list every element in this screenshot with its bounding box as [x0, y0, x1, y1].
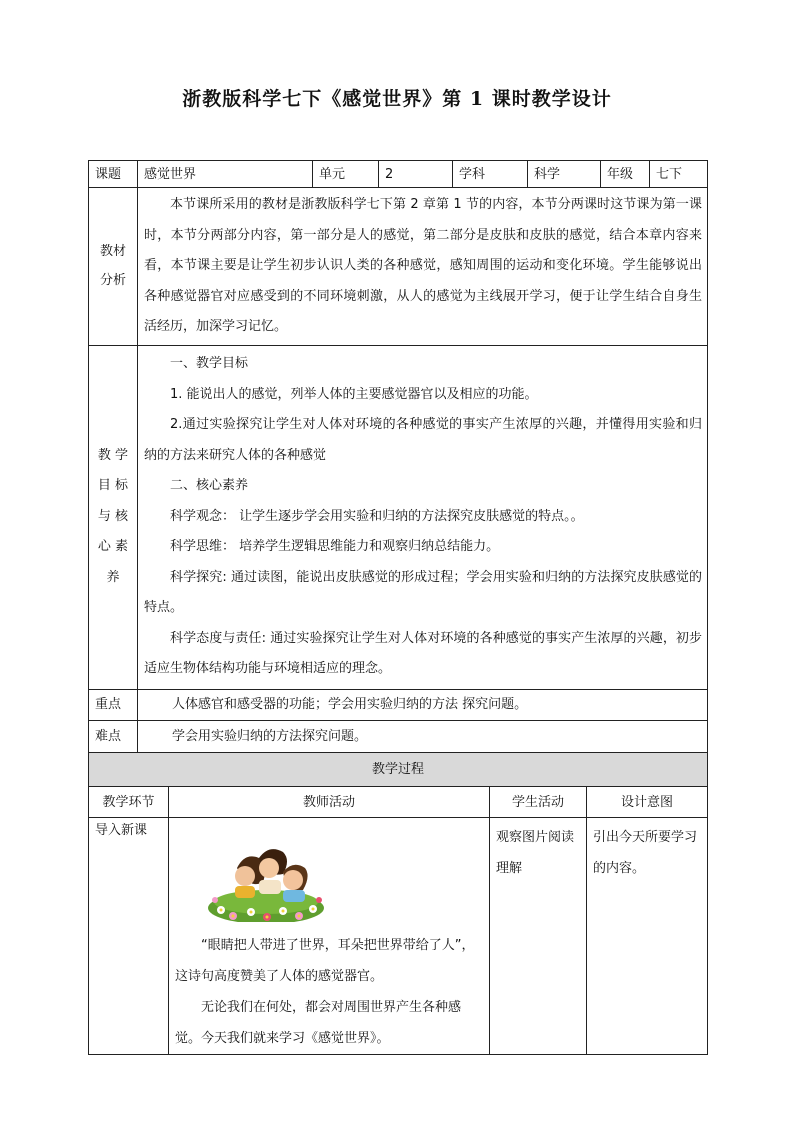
grade-label: 年级: [601, 161, 650, 188]
header-student: 学生活动: [490, 787, 587, 818]
key-point-row: [89, 689, 708, 720]
analysis-text: 本节课所采用的教材是浙教版科学七下第 2 章第 1 节的内容，本节分两课时这节课为第一课时，本节分两部分内容，第一部分是人的感觉，第二部分是皮肤和皮肤的感觉，结合本章内容来看，本节课主要是让学生初步认识人类的各种感觉，感知周围的运动和变化环境。学生能够说出各种感觉器官对应感受到的不同环境刺激，从人的感觉为主线展开学习，便于让学生结合自身生活经历，加深学习记忆。: [144, 197, 702, 334]
goals-heading-2: 二、核心素养: [170, 478, 249, 494]
subject-value: 科学: [528, 161, 601, 188]
goals-label-line: 与 核: [97, 508, 129, 524]
teacher-paragraph-2: 无论我们在何处，都会对周围世界产生各种感觉。今天我们就来学习《感觉世界》。: [175, 1000, 462, 1046]
intro-row: [89, 818, 708, 1055]
goal-item-2: 2.通过实验探究让学生对人体对环境的各种感觉的事实产生浓厚的兴趣，并懂得用实验和归纳的方法来研究人体的各种感觉: [144, 417, 702, 463]
key-point-text: 人体感官和感受器的功能；学会用实验归纳的方法 探究问题。: [138, 689, 708, 720]
design-intent-cell: 引出今天所要学习的内容。: [587, 818, 708, 1055]
student-activity-cell: 观察图片阅读理解: [490, 818, 587, 1055]
analysis-row: [89, 188, 708, 346]
goals-label-line: 心 素: [97, 539, 129, 555]
unit-value: 2: [379, 161, 453, 188]
literacy-attitude: 科学态度与责任: 通过实验探究让学生对人体对环境的各种感觉的事实产生浓厚的兴趣，初步适应生物体结构功能与环境相适应的理念。: [144, 630, 702, 677]
process-title-row: [89, 753, 708, 787]
topic-label: 课题: [89, 161, 138, 188]
key-point-label: 重点: [89, 689, 138, 720]
goals-label: [89, 345, 138, 689]
stage-cell: 导入新课: [89, 818, 169, 1055]
goals-label-line: 养: [106, 569, 120, 585]
goals-content: [138, 345, 708, 689]
literacy-inquiry: 科学探究: 通过读图，能说出皮肤感觉的形成过程；学会用实验和归纳的方法探究皮肤感觉的特点。: [144, 569, 702, 616]
analysis-label-line: 分析: [99, 273, 126, 289]
difficult-point-text: 学会用实验归纳的方法探究问题。: [138, 720, 708, 752]
teacher-activity-cell: [169, 818, 490, 1055]
process-table: [88, 752, 708, 1055]
unit-label: 单元: [313, 161, 379, 188]
goals-label-line: 目 标: [97, 478, 129, 494]
subject-label: 学科: [453, 161, 528, 188]
grade-value: 七下: [650, 161, 708, 188]
literacy-thinking: 科学思维： 培养学生逻辑思维能力和观察归纳总结能力。: [170, 539, 500, 555]
children-on-grass-illustration: [207, 838, 325, 922]
analysis-label: [89, 188, 138, 346]
process-header-row: [89, 787, 708, 818]
difficult-point-row: [89, 720, 708, 752]
analysis-label-line: 教材: [99, 244, 126, 260]
teacher-paragraph-1: “眼睛把人带进了世界，耳朵把世界带给了人”，这诗句高度赞美了人体的感觉器官。: [175, 938, 475, 984]
info-row: [89, 161, 708, 188]
lesson-info-table: [88, 160, 708, 753]
header-intent: 设计意图: [587, 787, 708, 818]
header-stage: 教学环节: [89, 787, 169, 818]
goals-heading-1: 一、教学目标: [170, 356, 249, 372]
analysis-text-cell: [138, 188, 708, 346]
process-section-title: 教学过程: [89, 753, 708, 787]
goals-row: [89, 345, 708, 689]
literacy-concept: 科学观念： 让学生逐步学会用实验和归纳的方法探究皮肤感觉的特点。。: [170, 508, 584, 524]
goals-label-line: 教 学: [97, 447, 129, 463]
document-title: 浙教版科学七下《感觉世界》第 1 课时教学设计: [182, 88, 612, 110]
header-teacher: 教师活动: [169, 787, 490, 818]
goal-item-1: 1. 能说出人的感觉，列举人体的主要感觉器官以及相应的功能。: [170, 386, 538, 402]
difficult-point-label: 难点: [89, 720, 138, 752]
topic-value: 感觉世界: [138, 161, 313, 188]
